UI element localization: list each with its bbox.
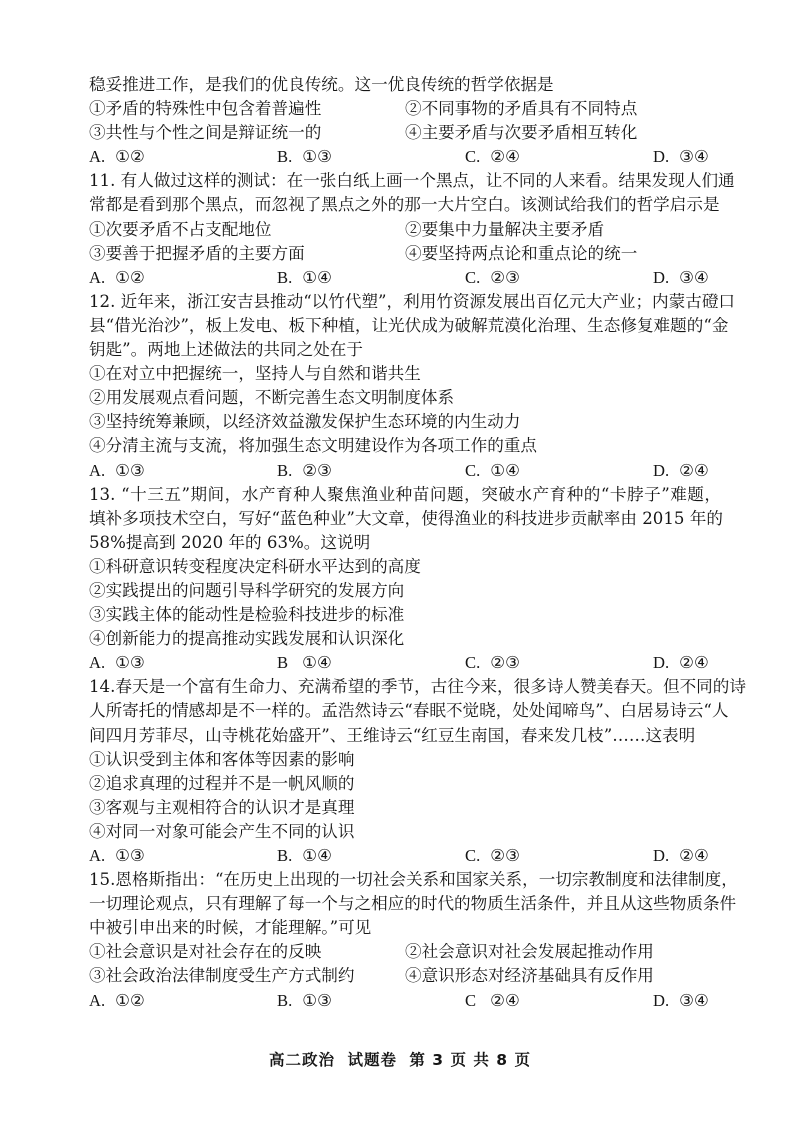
option-c: C. ②③ xyxy=(465,846,520,865)
option-c: C. ②③ xyxy=(465,267,520,287)
option-a: A. ①② xyxy=(89,990,145,1010)
options-row xyxy=(89,844,721,868)
question-15 xyxy=(89,868,738,1013)
footer-paper: 试题卷 xyxy=(347,1051,397,1069)
option-a: A. ①③ xyxy=(89,460,145,480)
option-d: D. ②④ xyxy=(653,846,709,865)
statement: ①次要矛盾不占支配地位 xyxy=(89,219,272,239)
option-d: D. ②④ xyxy=(653,653,709,673)
option-a: A. ①② xyxy=(89,267,145,287)
statement: ②用发展观点看问题，不断完善生态文明制度体系 xyxy=(89,388,455,408)
statement: ④主要矛盾与次要矛盾相互转化 xyxy=(405,123,638,143)
options-row xyxy=(89,989,721,1013)
question-stem-line: 12. 近年来，浙江安吉县推动“以竹代塑”，利用竹资源发展出百亿元大产业；内蒙古磴口 xyxy=(89,291,736,311)
options-row xyxy=(89,651,721,675)
question-13 xyxy=(89,483,721,676)
statement: ②不同事物的矛盾具有不同特点 xyxy=(405,99,638,119)
exam-page xyxy=(89,73,746,1013)
statement-row xyxy=(89,964,721,988)
statement: ②要集中力量解决主要矛盾 xyxy=(405,219,605,239)
statement-row xyxy=(89,97,721,121)
statement: ④意识形态对经济基础具有反作用 xyxy=(405,966,654,986)
page-footer xyxy=(0,1048,800,1070)
statement: ③客观与主观相符合的认识才是真理 xyxy=(89,797,355,817)
statement: ①社会意识是对社会存在的反映 xyxy=(89,942,322,962)
question-10 xyxy=(89,73,721,169)
statement: ①科研意识转变程度决定科研水平达到的高度 xyxy=(89,556,421,576)
statement: ④对同一对象可能会产生不同的认识 xyxy=(89,821,355,841)
option-b: B. ①④ xyxy=(277,846,332,865)
question-stem-line: 11. 有人做过这样的测试：在一张白纸上画一个黑点，让不同的人来看。结果发现人们通 xyxy=(89,171,735,191)
footer-page-info: 第 3 页 共 8 页 xyxy=(409,1051,531,1069)
option-b: B. ①④ xyxy=(277,267,332,287)
question-14 xyxy=(89,675,746,868)
options-row xyxy=(89,459,721,483)
statement-row xyxy=(89,940,721,964)
statement-row xyxy=(89,242,721,266)
statement: ①在对立中把握统一，坚持人与自然和谐共生 xyxy=(89,364,421,384)
option-d: D. ③④ xyxy=(653,990,709,1010)
statement: ③坚持统筹兼顾，以经济效益激发保护生态环境的内生动力 xyxy=(89,412,521,432)
statement: ②社会意识对社会发展起推动作用 xyxy=(405,942,654,962)
question-stem-line: 填补多项技术空白，写好“蓝色种业”大文章，使得渔业的科技进步贡献率由 2015 年的 xyxy=(89,508,723,528)
question-stem-line: 间四月芳菲尽，山寺桃花始盛开”、王维诗云“红豆生南国，春来发几枝”……这表明 xyxy=(89,725,696,745)
statement: ③共性与个性之间是辩证统一的 xyxy=(89,123,322,143)
question-stem-line: 稳妥推进工作，是我们的优良传统。这一优良传统的哲学依据是 xyxy=(89,75,554,94)
question-stem-line: 15.恩格斯指出：“在历史上出现的一切社会关系和国家关系，一切宗教制度和法律制度， xyxy=(89,870,738,890)
statement: ④创新能力的提高推动实践发展和认识深化 xyxy=(89,629,405,649)
question-stem-line: 人所寄托的情感却是不一样的。孟浩然诗云“春眠不觉晓，处处闻啼鸟”、白居易诗云“人 xyxy=(89,701,729,721)
option-c: C ②④ xyxy=(465,990,520,1010)
option-d: D. ③④ xyxy=(653,267,709,287)
option-a: A. ①③ xyxy=(89,653,145,673)
option-b: B. ①③ xyxy=(277,147,332,167)
question-stem-line: 钥匙”。两地上述做法的共同之处在于 xyxy=(89,340,363,360)
option-b: B. ②③ xyxy=(277,460,332,480)
footer-subject: 高二政治 xyxy=(269,1051,336,1069)
question-stem-line: 58%提高到 2020 年的 63%。这说明 xyxy=(89,532,371,552)
statement: ①矛盾的特殊性中包含着普遍性 xyxy=(89,99,322,119)
statement: ③要善于把握矛盾的主要方面 xyxy=(89,243,305,263)
option-a: A. ①② xyxy=(89,147,145,167)
statement-row xyxy=(89,121,721,145)
question-stem-line: 县“借光治沙”，板上发电、板下种植，让光伏成为破解荒漠化治理、生态修复难题的“金 xyxy=(89,315,729,335)
question-stem-line: 13. “十三五”期间，水产育种人聚焦渔业种苗问题，突破水产育种的“卡脖子”难题， xyxy=(89,484,721,504)
options-row xyxy=(89,145,721,169)
option-b: B ①④ xyxy=(277,653,332,673)
option-c: C. ②④ xyxy=(465,147,520,167)
statement: ④要坚持两点论和重点论的统一 xyxy=(405,243,638,263)
statement: ②实践提出的问题引导科学研究的发展方向 xyxy=(89,580,405,600)
option-d: D. ③④ xyxy=(653,147,709,167)
question-stem-line: 常都是看到那个黑点，而忽视了黑点之外的那一大片空白。该测试给我们的哲学启示是 xyxy=(89,195,720,215)
option-a: A. ①③ xyxy=(89,846,145,865)
option-b: B. ①③ xyxy=(277,990,332,1010)
question-stem-line: 14.春天是一个富有生命力、充满希望的季节，古往今来，很多诗人赞美春天。但不同的诗 xyxy=(89,677,746,697)
question-stem-line: 一切理论观点，只有理解了每一个与之相应的时代的物质生活条件，并且从这些物质条件 xyxy=(89,894,737,914)
option-d: D. ②④ xyxy=(653,460,709,480)
option-c: C. ②③ xyxy=(465,653,520,673)
statement-row xyxy=(89,218,721,242)
statement: ③社会政治法律制度受生产方式制约 xyxy=(89,966,355,986)
question-11 xyxy=(89,169,735,289)
statement: ③实践主体的能动性是检验科技进步的标准 xyxy=(89,605,405,625)
options-row xyxy=(89,266,721,290)
statement: ④分清主流与支流，将加强生态文明建设作为各项工作的重点 xyxy=(89,436,538,456)
question-stem-line: 中被引申出来的时候，才能理解。”可见 xyxy=(89,918,372,938)
statement: ②追求真理的过程并不是一帆风顺的 xyxy=(89,773,355,793)
statement: ①认识受到主体和客体等因素的影响 xyxy=(89,749,355,769)
question-12 xyxy=(89,290,736,483)
option-c: C. ①④ xyxy=(465,460,520,480)
